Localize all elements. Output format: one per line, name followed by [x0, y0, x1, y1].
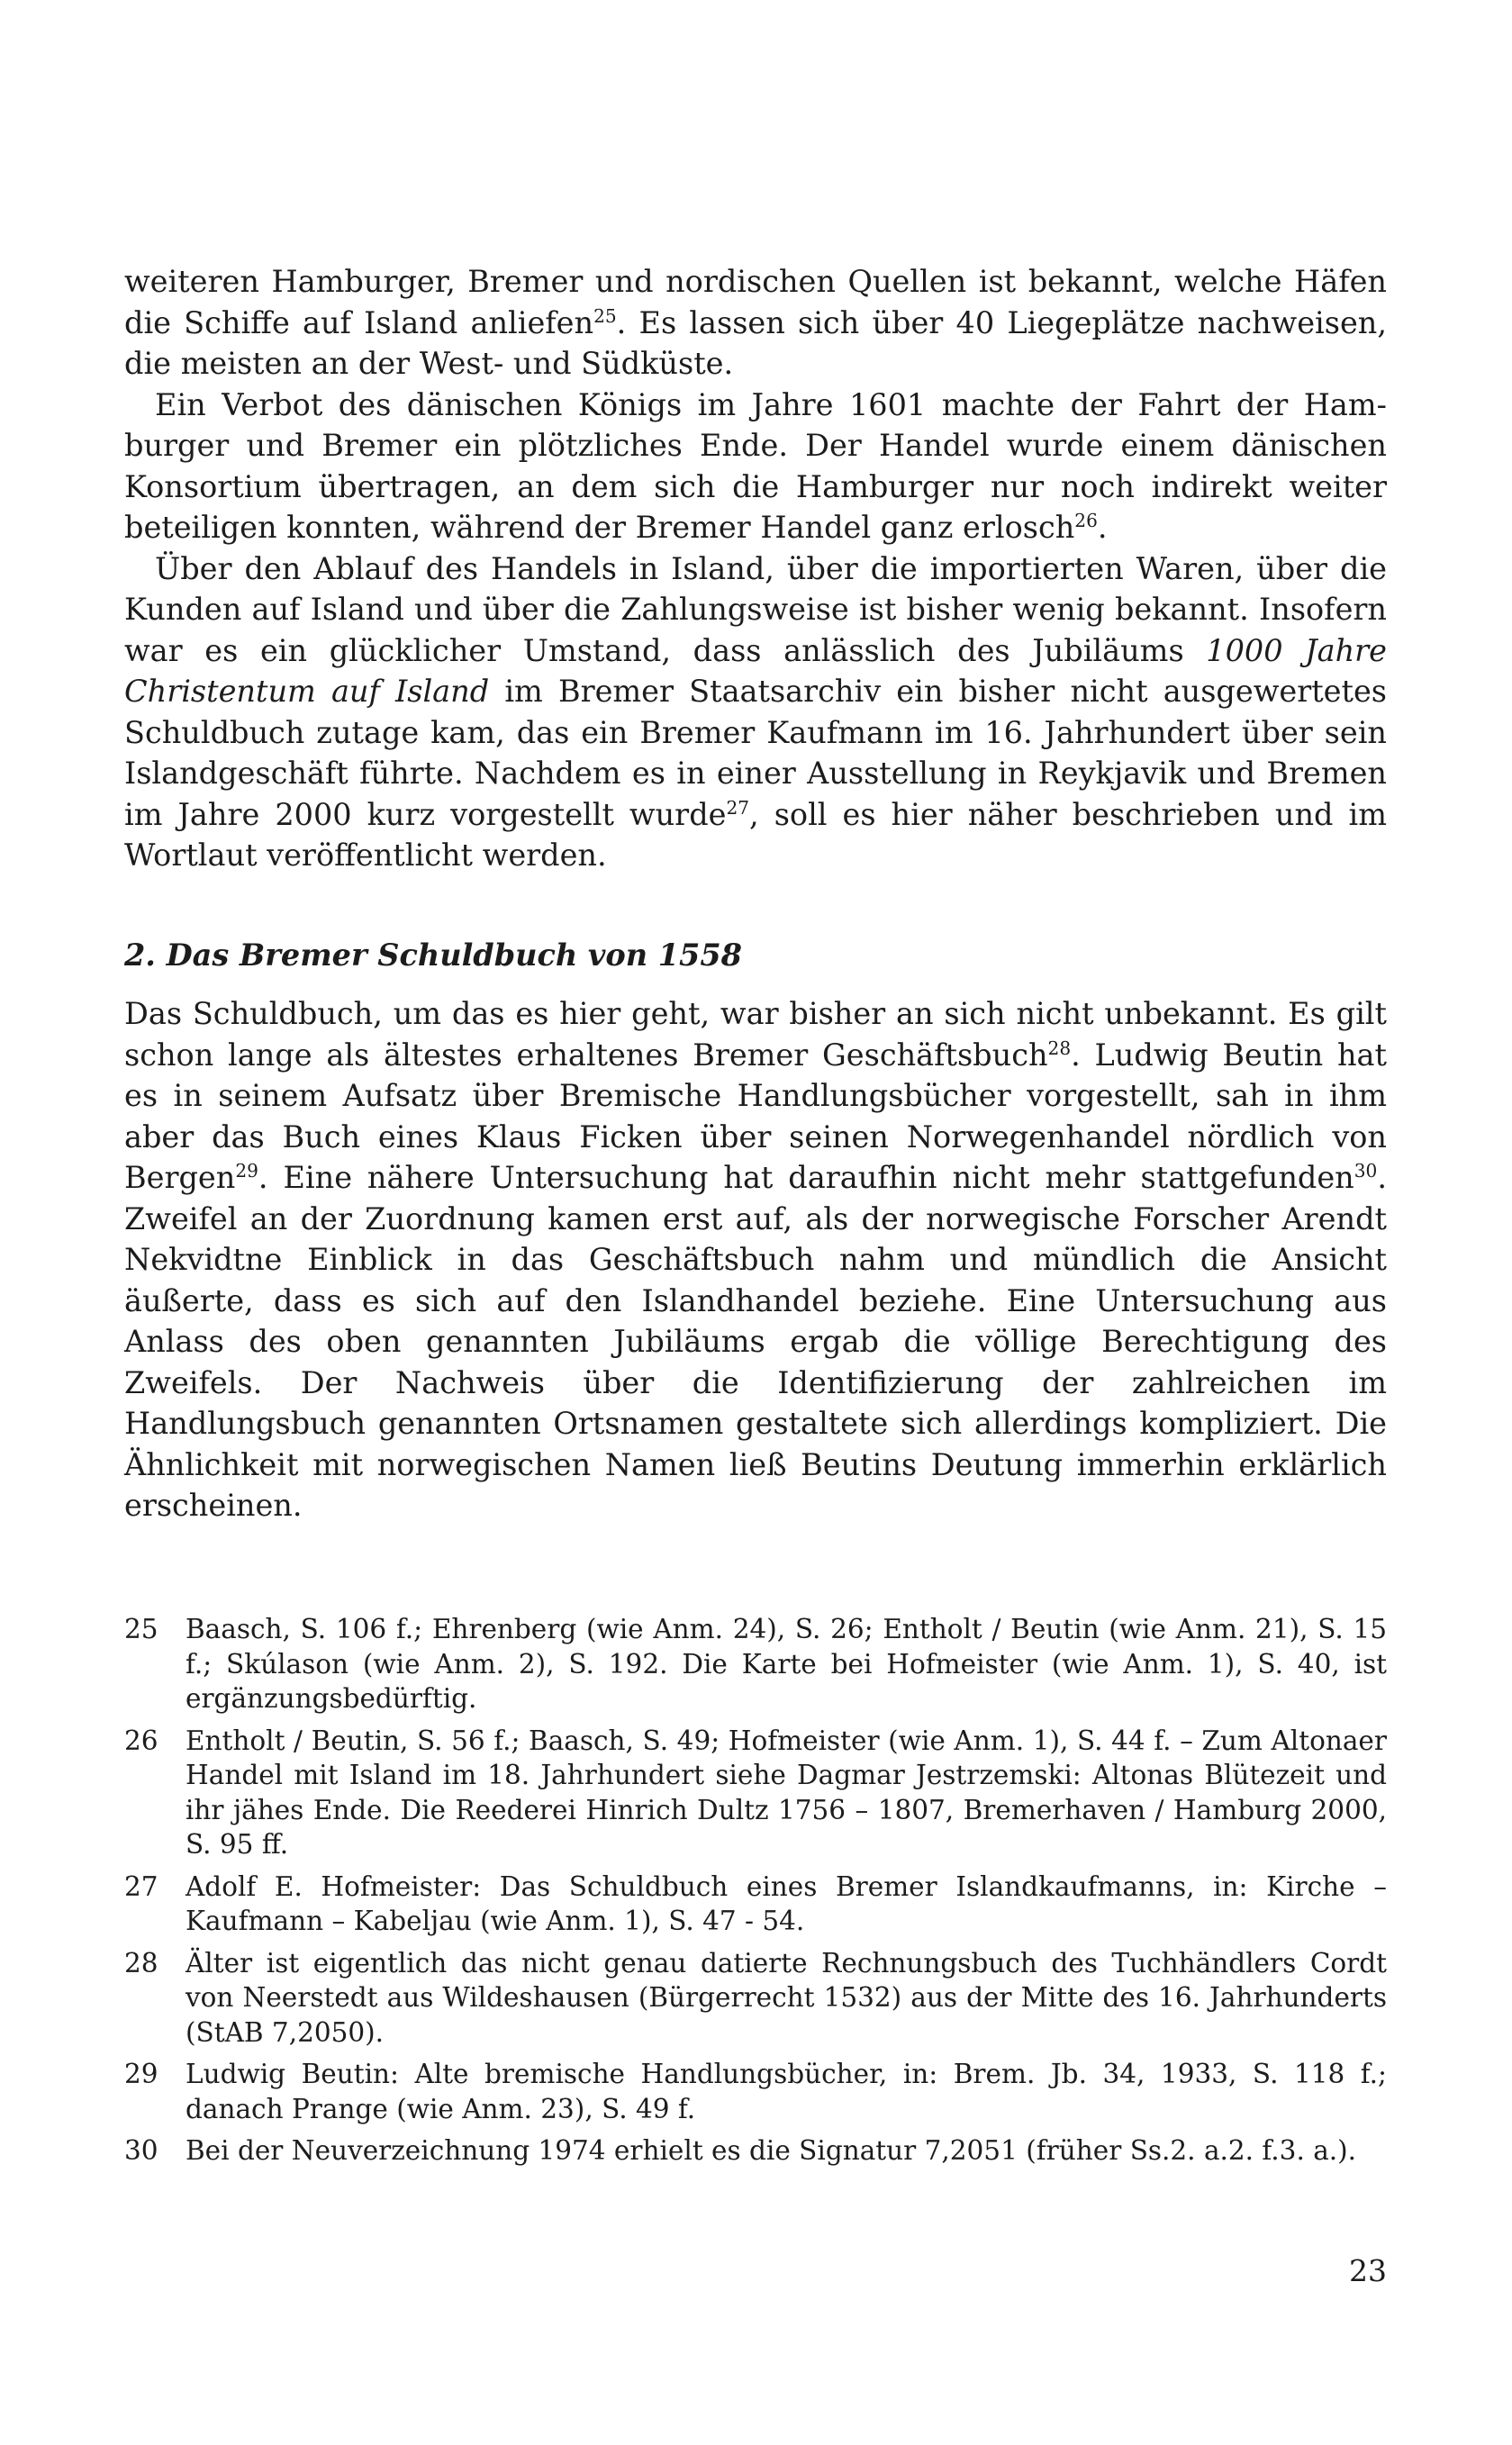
body-text-section-1 — [124, 261, 1387, 876]
paragraph-text: . Zweifel an der Zuordnung kamen erst auf, als der norwegische Forscher Arendt Nekvidtne Einblick in das Geschäftsbuch nahm und mündlich die Ansicht äußerte, dass es sich auf den Islandhandel beziehe. Eine Untersuchung aus Anlass des oben genannten Jubiläums ergab die völlige Berechtigung des Zweifels. Der Nachweis über die Identifizierung der zahlreichen im Handlungsbuch genannten Ortsnamen gestaltete sich allerdings kompliziert. Die Ähnlichkeit mit norwegischen Namen ließ Beutins Deutung immerhin erklärlich erscheinen. — [124, 1160, 1387, 1523]
footnote-number: 27 — [124, 1870, 158, 1902]
footnote — [124, 2133, 1387, 2169]
footnote-ref-29[interactable]: 29 — [235, 1159, 258, 1182]
paragraph-4 — [124, 993, 1387, 1526]
paragraph-text: Ein Verbot des dänischen Königs im Jahre 1601 machte der Fahrt der Hamburger und Bremer ein plötzliches Ende. Der Handel wurde einem dänischen Konsortium übertragen, an dem sich die Hamburger nur noch indirekt weiter beteiligen konnten, während der Bremer Handel ganz erlosch — [124, 386, 1387, 545]
paragraph-text: . Ludwig Beutin hat es in seinem Aufsatz über Bremische Handlungsbücher vorgestellt, sah in ihm aber das Buch eines Klaus Ficken über seinen Norwegenhandel nördlich von Bergen — [124, 1037, 1387, 1195]
footnote-text: Bei der Neuverzeichnung 1974 erhielt es die Signatur 7,2051 (früher Ss.2. a.2. f.3. a.). — [186, 2135, 1357, 2166]
paragraph-text: . — [1097, 510, 1108, 545]
paragraph-text: . Eine nähere Untersuchung hat daraufhin nicht mehr stattgefunden — [258, 1160, 1354, 1195]
footnote-ref-27[interactable]: 27 — [726, 796, 750, 819]
paragraph-1 — [124, 261, 1387, 385]
footnote-number: 28 — [124, 1947, 158, 1979]
footnote-text: Ludwig Beutin: Alte bremische Handlungsbücher, in: Brem. Jb. 34, 1933, S. 118 f.; danach Prange (wie Anm. 23), S. 49 f. — [186, 2059, 1387, 2124]
page-number: 23 — [1349, 2253, 1387, 2288]
paragraph-2 — [124, 385, 1387, 548]
paragraph-text: Über den Ablauf des Handels in Island, über die importierten Waren, über die Kunden auf Island und über die Zahlungsweise ist bisher wenig bekannt. Insofern war es ein glücklicher Umstand, dass anlässlich des Jubiläums — [124, 550, 1387, 668]
footnote-text: Adolf E. Hofmeister: Das Schuldbuch eines Bremer Islandkaufmanns, in: Kirche – Kaufmann – Kabeljau (wie Anm. 1), S. 47 - 54. — [186, 1870, 1387, 1936]
footnote-number: 30 — [124, 2135, 158, 2166]
footnote — [124, 1946, 1387, 2051]
italic-title: 1000 Jahre Christentum auf Island — [124, 632, 1387, 709]
paragraph-3 — [124, 548, 1387, 876]
footnote-ref-25[interactable]: 25 — [593, 304, 617, 327]
footnote — [124, 1724, 1387, 1862]
footnote-ref-30[interactable]: 30 — [1354, 1159, 1378, 1182]
footnote-number: 29 — [124, 2059, 158, 2089]
section-heading: 2. Das Bremer Schuldbuch von 1558 — [124, 937, 742, 973]
footnotes — [124, 1612, 1387, 2176]
footnote-ref-26[interactable]: 26 — [1074, 509, 1098, 531]
paragraph-text: Das Schuldbuch, um das es hier geht, war bisher an sich nicht unbekannt. Es gilt schon lange als ältestes erhaltenes Bremer Geschäftsbuch — [124, 996, 1387, 1073]
footnote — [124, 1870, 1387, 1939]
paragraph-text: . Es lassen sich über 40 Liegeplätze nachweisen, die meisten an der West- und Südküste. — [124, 304, 1387, 381]
body-text-section-2 — [124, 993, 1387, 1526]
paragraph-text: , soll es hier näher beschrieben und im Wortlaut veröffentlicht werden. — [124, 796, 1387, 873]
footnote-text: Älter ist eigentlich das nicht genau datierte Rechnungsbuch des Tuchhändlers Cordt von Neerstedt aus Wildeshausen (Bürgerrecht 1532) aus der Mitte des 16. Jahrhunderts (StAB 7,2050). — [186, 1947, 1387, 2048]
footnote-ref-28[interactable]: 28 — [1047, 1037, 1072, 1059]
footnote-text: Baasch, S. 106 f.; Ehrenberg (wie Anm. 24), S. 26; Entholt / Beutin (wie Anm. 21), S. 15 f.; Skúlason (wie Anm. 2), S. 192. Die Karte bei Hofmeister (wie Anm. 1), S. 40, ist ergänzungsbedürftig. — [186, 1614, 1387, 1714]
paragraph-text: im Bremer Staatsarchiv ein bisher nicht ausgewertetes Schuldbuch zutage kam, das ein Bremer Kaufmann im 16. Jahrhundert über sein Islandgeschäft führte. Nachdem es in einer Ausstellung in Reykjavik und Bremen im Jahre 2000 kurz vorgestellt wurde — [124, 674, 1387, 832]
footnote — [124, 2057, 1387, 2126]
footnote-number: 25 — [124, 1614, 158, 1644]
footnote-number: 26 — [124, 1725, 158, 1756]
paragraph-text: weiteren Hamburger, Bremer und nordischen Quellen ist bekannt, welche Häfen die Schiffe auf Island anliefen — [124, 264, 1387, 340]
footnote — [124, 1612, 1387, 1716]
footnote-text: Entholt / Beutin, S. 56 f.; Baasch, S. 49; Hofmeister (wie Anm. 1), S. 44 f. – Zum Altonaer Handel mit Island im 18. Jahrhundert siehe Dagmar Jestrzemski: Altonas Blütezeit und ihr jähes Ende. Die Reederei Hinrich Dultz 1756 – 1807, Bremerhaven / Hamburg 2000, S. 95 ff. — [186, 1725, 1387, 1860]
